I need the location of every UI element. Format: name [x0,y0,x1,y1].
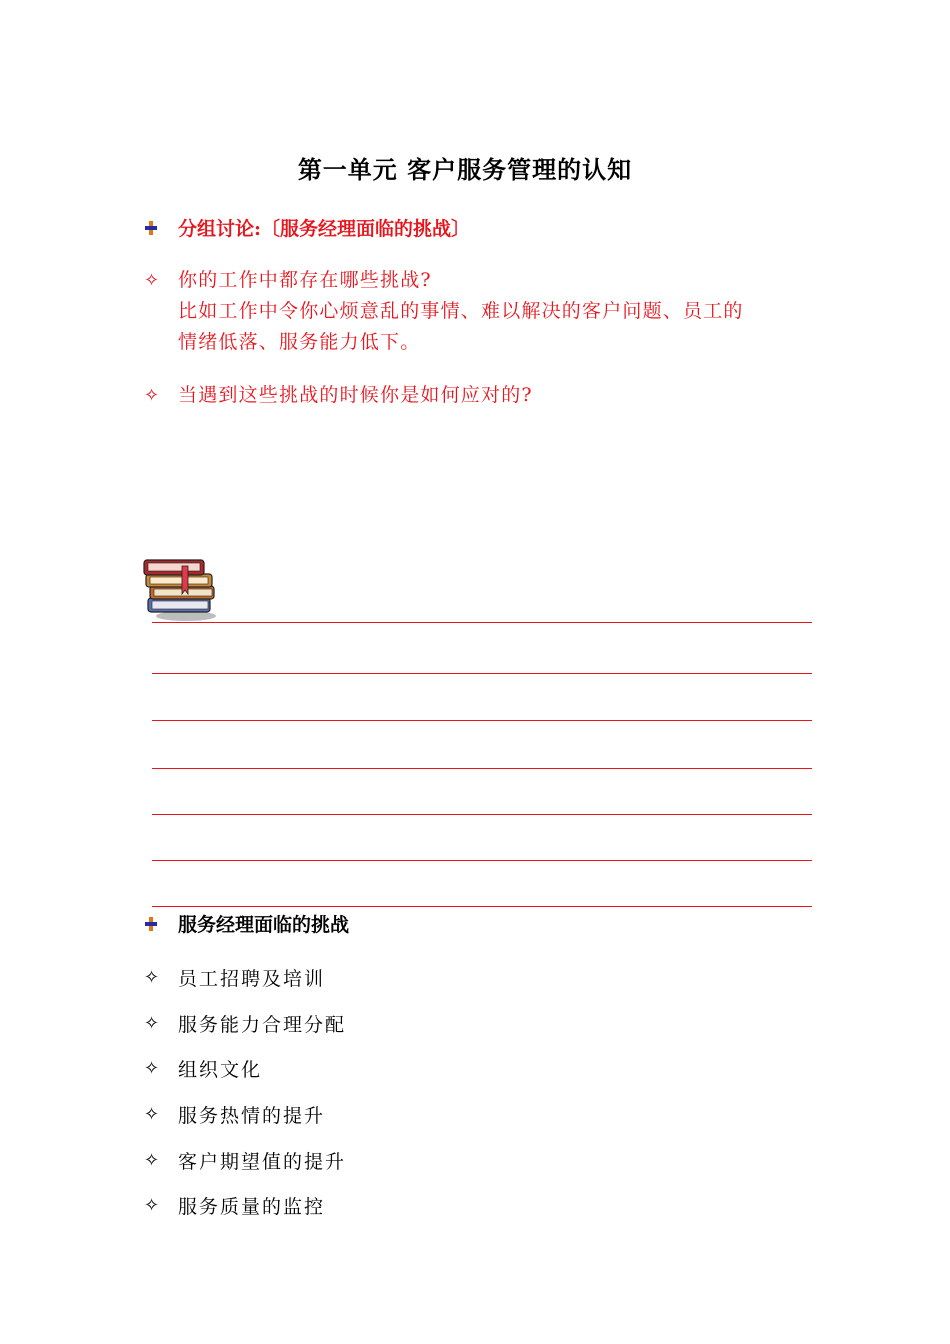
discussion-bullet-1-line-3: 情绪低落、服务能力低下。 [178,331,421,353]
challenges-heading [144,910,349,937]
writing-line [152,860,812,861]
books-stack-icon [142,554,222,624]
challenge-item-text: 员工招聘及培训 [178,968,326,990]
page-title: 第一单元 客户服务管理的认知 [297,155,633,184]
diamond-bullet-icon: ✧ [144,1058,162,1079]
diamond-bullet-icon: ✧ [144,967,162,988]
challenge-item-text: 服务质量的监控 [178,1196,326,1218]
challenges-heading-text: 服务经理面临的挑战 [178,914,350,936]
challenge-item-text: 客户期望值的提升 [178,1151,347,1173]
challenge-item [144,1192,325,1219]
diamond-bullet-icon: ✧ [144,385,161,406]
discussion-bullet-2-text: 当遇到这些挑战的时候你是如何应对的? [178,384,533,406]
discussion-heading [144,214,470,241]
challenge-item-text: 服务能力合理分配 [178,1014,347,1036]
challenge-item [144,1010,346,1037]
diamond-bullet-icon: ✧ [144,1104,162,1125]
challenge-item [144,964,325,991]
writing-line [152,622,812,623]
bullet-marker-icon [144,221,158,235]
diamond-bullet-icon: ✧ [144,1195,162,1216]
writing-line [152,814,812,815]
diamond-bullet-icon: ✧ [144,270,161,291]
discussion-heading-text: 分组讨论:〔服务经理面临的挑战〕 [178,218,471,240]
diamond-bullet-icon: ✧ [144,1150,162,1171]
discussion-bullet-1-line-1: 你的工作中都存在哪些挑战? [178,269,432,291]
bullet-marker-icon [144,917,158,931]
discussion-bullet-1-line-2: 比如工作中令你心烦意乱的事情、难以解决的客户问题、员工的 [178,300,744,322]
discussion-bullet-1 [144,265,744,358]
writing-line [152,673,812,674]
challenge-item [144,1101,325,1128]
challenge-item-text: 服务热情的提升 [178,1105,326,1127]
diamond-bullet-icon: ✧ [144,1013,162,1034]
challenge-item [144,1147,346,1174]
writing-line [152,768,812,769]
writing-line [152,906,812,907]
discussion-bullet-2 [144,380,533,411]
challenge-item [144,1055,262,1082]
challenge-item-text: 组织文化 [178,1059,263,1081]
writing-line [152,720,812,721]
